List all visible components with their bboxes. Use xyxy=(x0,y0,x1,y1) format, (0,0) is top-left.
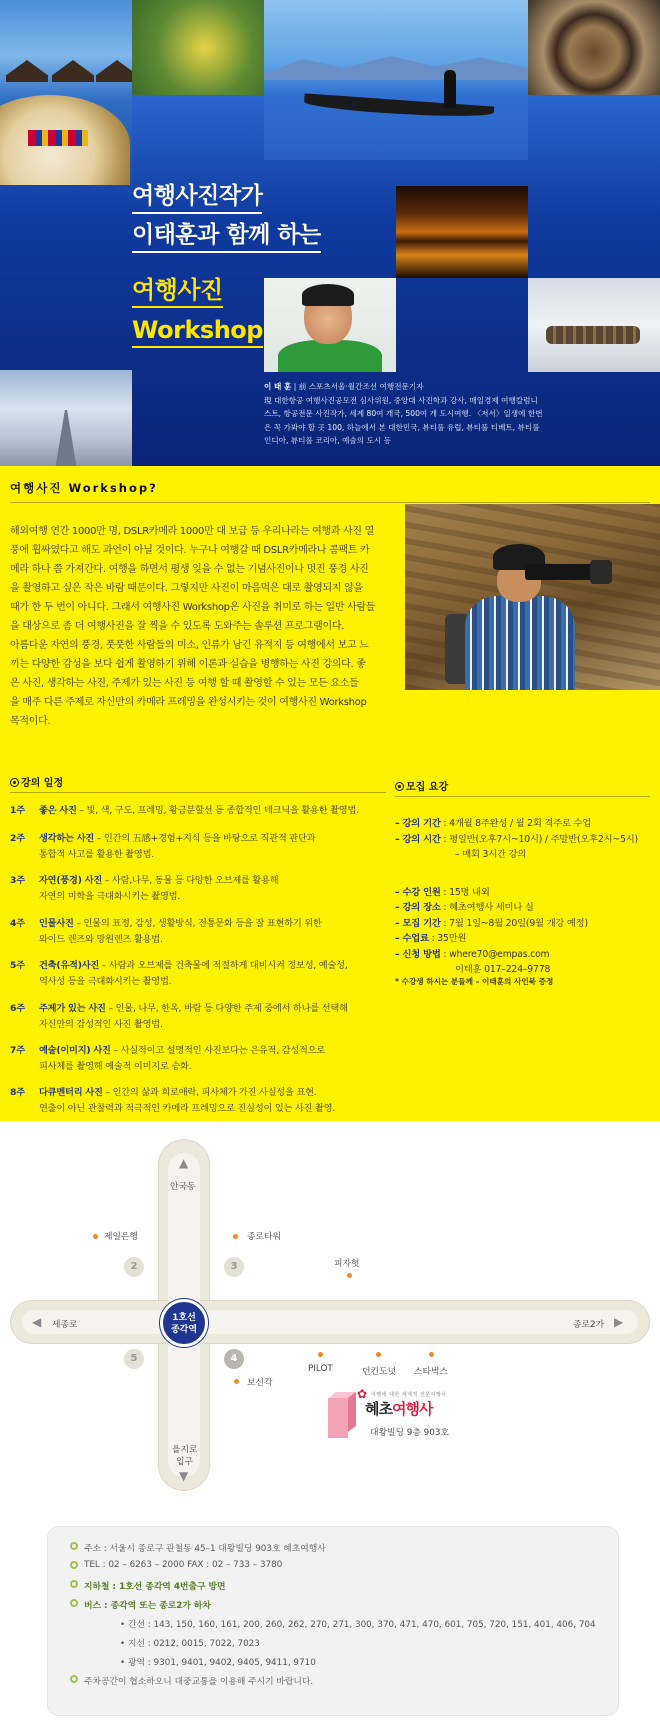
week-desc: 와이드 렌즈와 망원렌즈 활용법. xyxy=(39,933,163,945)
recruit-apply-contact: 이태훈 017–224–9778 xyxy=(455,964,551,975)
week-number: 5주 xyxy=(10,960,25,971)
photo-snow-road xyxy=(0,370,132,466)
address-box xyxy=(47,1526,619,1716)
logo-flower-icon: ✿ xyxy=(357,1387,368,1401)
section-heading: 여행사진 Workshop? xyxy=(10,481,158,495)
logo-wordmark: 혜초여행사 xyxy=(365,1400,433,1418)
intro-line: 때가 한 두 번이 아니다. 그래서 여행사진 Workshop은 사진을 취미로 하는 일반 사람들 xyxy=(10,602,376,613)
poi-dot-icon xyxy=(347,1273,352,1278)
arrow-right-icon: ▶ xyxy=(614,1315,624,1329)
road-horizontal-lane xyxy=(22,1310,638,1334)
intro-line: 을 촬영하고 싶은 작은 바람 때문이다. 그렇지만 사진이 마음먹은 대로 촬영되지 않을 xyxy=(10,583,363,594)
intro-line: 끼는 다양한 감성을 보다 쉽게 촬영하기 위해 이론과 실습을 병행하는 사진 강의다. 좋 xyxy=(10,659,366,670)
building-icon xyxy=(328,1392,356,1438)
photo-instructor-portrait xyxy=(264,278,396,372)
week-topic: 자연(풍경) 사진 xyxy=(39,875,103,886)
circle-bullet-icon xyxy=(70,1561,78,1569)
label-building-address: 대왕빌딩 9층 903호 xyxy=(370,1428,449,1438)
week-desc: 피사체를 촬영해 예술적 이미지로 승화. xyxy=(39,1060,192,1072)
recruit-place: – 강의 장소 : 혜초여행사 세미나 실 xyxy=(395,902,534,913)
poi-dot-icon xyxy=(429,1352,434,1357)
subway-line: 지하철 : 1호선 종각역 4번출구 방면 xyxy=(84,1579,226,1592)
photo-sunset-river xyxy=(396,186,528,278)
week-topic: 다큐멘터리 사진 xyxy=(39,1087,103,1098)
schedule-week-8 xyxy=(10,1085,392,1116)
poi-dot-icon xyxy=(318,1352,323,1357)
jonggak-station-marker xyxy=(160,1299,208,1347)
divider xyxy=(10,502,650,503)
schedule-week-7 xyxy=(10,1043,392,1074)
week-topic: 인물사진 xyxy=(39,918,74,929)
poi-starbucks: 스타벅스 xyxy=(414,1367,448,1377)
bio-line: 스트, 항공전문 사진작가, 세계 80여 개국, 500여 개 도시여행. 〈저서〉일생에 한번 xyxy=(264,409,543,419)
recruit-period: – 강의 기간 : 4개월 8주완성 / 월 2회 격주로 수업 xyxy=(395,818,592,829)
week-topic: 건축(유적)사진 xyxy=(39,960,100,971)
hero-title-line-1: 여행사진작가 xyxy=(132,180,262,214)
week-number: 2주 xyxy=(10,833,25,844)
schedule-title xyxy=(10,774,63,789)
intro-line: 풍에 휩싸였다고 해도 과언이 아닐 것이다. 누구나 여행갈 때 DSLR카메라나 콤팩트 카 xyxy=(10,545,370,556)
station-name: 종각역 xyxy=(170,1325,198,1335)
tel-fax-line: TEL : 02 – 6263 – 2000 FAX : 02 – 733 – 3780 xyxy=(84,1560,282,1570)
poi-jeil-bank: 제일은행 xyxy=(104,1232,138,1242)
week-topic: 생각하는 사진 xyxy=(39,833,95,844)
week-desc: – 인물, 나무, 한옥, 바람 등 다양한 주제 중에서 하나를 선택해 xyxy=(108,1003,348,1014)
hero-title-line-3: 여행사진 xyxy=(132,274,223,308)
label-west-sejongno: 세종로 xyxy=(52,1320,78,1330)
photo-camel-herd xyxy=(528,278,660,372)
label-south-euljiro: 을지로 xyxy=(172,1445,198,1455)
week-desc: – 인간의 五感+경험+지식 등을 바탕으로 직관적 판단과 xyxy=(96,833,316,844)
recruit-enroll: – 모집 기간 : 7월 1일~8월 20일(9월 개강 예정) xyxy=(395,917,588,929)
bio-line: 現 대한항공 여행사진공모전 심사위원, 중앙대 사진학과 강사, 매일경제 여행칼럼니 xyxy=(264,395,538,405)
label-north-anguk: 안국동 xyxy=(170,1182,196,1192)
poi-dot-icon xyxy=(234,1379,239,1384)
week-number: 3주 xyxy=(10,875,25,886)
schedule-week-4 xyxy=(10,916,392,947)
intro-paragraph xyxy=(10,522,390,731)
bio-line: 인디아, 뷰티풀 코리아, 예술의 도시 등 xyxy=(264,436,391,446)
exit-2-marker: 2 xyxy=(124,1257,144,1277)
intro-line: 을 대상으로 좀 더 여행사진을 잘 찍을 수 있도록 도와주는 솔루션 프로그램이다. xyxy=(10,621,345,632)
week-desc: 통합적 사고를 활용한 촬영법. xyxy=(39,848,154,860)
intro-line: 은 사진, 생각하는 사진, 주제가 있는 사진 등 여행 할 때 촬영할 수 있는 모든 요소들 xyxy=(10,678,359,689)
week-number: 7주 xyxy=(10,1045,25,1056)
poi-pizza-hut: 피자헛 xyxy=(334,1259,360,1269)
station-line: 1호선 xyxy=(172,1313,196,1323)
intro-line: 메라 하나 쯤 가져간다. 여행을 하면서 평생 잊을 수 없는 기념사진이나 멋진 풍경 사진 xyxy=(10,564,369,575)
recruit-details xyxy=(395,816,657,978)
exit-3-marker: 3 xyxy=(224,1257,244,1277)
poi-pilot: PILOT xyxy=(308,1364,333,1374)
label-south-entrance: 입구 xyxy=(176,1457,193,1467)
exit-5-marker: 5 xyxy=(124,1349,144,1369)
instructor-bio xyxy=(264,380,652,448)
bio-line xyxy=(264,380,652,394)
week-desc: 자연의 미학을 극대화시키는 촬영법. xyxy=(39,890,181,902)
recruit-time-note: – 매회 3시간 강의 xyxy=(455,849,527,860)
schedule-week-3 xyxy=(10,873,392,904)
photo-yellow-tree xyxy=(132,0,264,95)
arrow-up-icon: ▲ xyxy=(179,1156,189,1170)
bio-name: 이 태 훈 xyxy=(264,382,292,391)
parking-note: 주차공간이 협소하오니 대중교통을 이용해 주시기 바랍니다. xyxy=(84,1674,313,1687)
schedule-week-5 xyxy=(10,958,392,989)
poi-dot-icon xyxy=(93,1234,98,1239)
recruit-title xyxy=(395,778,448,793)
intro-line: 을 매주 다른 주제로 자신만의 카메라 프레밍을 완성시키는 것이 여행사진 Workshop xyxy=(10,697,367,708)
schedule-title-text: 강의 일정 xyxy=(21,778,64,789)
poi-bosingak: 보신각 xyxy=(247,1378,273,1388)
hyecho-logo xyxy=(357,1387,447,1419)
hero-title-line-2: 이태훈과 함께 하는 xyxy=(132,219,321,253)
week-desc: 역사성 등을 극대화시키는 촬영법. xyxy=(39,975,172,987)
recruit-people: – 수강 인원 : 15명 내외 xyxy=(395,886,490,898)
label-east-jongno2ga: 종로2가 xyxy=(573,1320,605,1330)
circle-bullet-icon xyxy=(70,1675,78,1683)
week-desc: 연출이 아닌 관찰력과 적극적인 카메라 프레밍으로 진실성이 있는 사진 촬영. xyxy=(39,1102,336,1114)
arrow-down-icon: ▼ xyxy=(179,1469,189,1483)
week-desc: 자신만의 감성적인 사진 촬영법. xyxy=(39,1018,163,1030)
schedule-week-2 xyxy=(10,831,392,862)
bus-line: 버스 : 종각역 또는 종로2가 하차 xyxy=(84,1598,211,1611)
arrow-left-icon: ◀ xyxy=(32,1315,42,1329)
schedule-week-6 xyxy=(10,1001,392,1032)
target-bullet-icon xyxy=(395,782,404,791)
bus-branch-routes: • 지선 : 0212, 0015, 7022, 7023 xyxy=(120,1639,260,1649)
week-desc: – 사람과 오브제를 건축물에 적절하게 대비시켜 정보성, 예술성, xyxy=(101,960,348,971)
hero-title-line-4: Workshop xyxy=(132,314,263,348)
address-line: 주소 : 서울시 종로구 관철동 45–1 대왕빌딩 903호 혜초여행사 xyxy=(84,1541,326,1554)
intro-line: 해외여행 연간 1000만 명, DSLR카메라 1000만 대 보급 등 우리나라는 여행과 사진 열 xyxy=(10,526,375,537)
bus-main-routes: • 간선 : 143, 150, 160, 161, 200, 260, 262, 270, 271, 300, 370, 471, 470, 601, 705, 720, 151, 401, 406, 704 xyxy=(120,1620,596,1630)
week-desc: – 인간의 삶과 희로애락, 피사체가 가진 사실성을 표현. xyxy=(105,1087,317,1098)
workshop-info-section xyxy=(0,466,660,1121)
intro-line: 목적이다. xyxy=(10,716,51,727)
week-number: 4주 xyxy=(10,918,25,929)
divider xyxy=(10,792,386,793)
poi-dunkin: 던킨도넛 xyxy=(362,1367,396,1377)
target-bullet-icon xyxy=(10,778,19,787)
photo-photographer xyxy=(405,504,660,690)
week-topic: 주제가 있는 사진 xyxy=(39,1003,106,1014)
bio-separator: | xyxy=(291,382,299,391)
week-desc: – 인물의 표정, 감성, 생활방식, 전통문화 등을 잘 표현하기 위한 xyxy=(76,918,322,929)
week-number: 6주 xyxy=(10,1003,25,1014)
recruit-fee: – 수업료 : 35만원 xyxy=(395,933,467,944)
circle-bullet-icon xyxy=(70,1542,78,1550)
recruit-title-text: 모집 요강 xyxy=(406,782,449,793)
photo-round-tulou xyxy=(528,0,660,95)
poi-dot-icon xyxy=(233,1234,238,1239)
bus-wide-routes: • 광역 : 9301, 9401, 9402, 9405, 9411, 9710 xyxy=(120,1658,316,1668)
week-topic: 좋은 사진 xyxy=(39,805,77,816)
bio-line: 은 꼭 가봐야 할 곳 100, 하늘에서 본 대한민국, 뷰티풀 유럽, 뷰티풀 티베트, 뷰티풀 xyxy=(264,422,540,432)
exit-4-marker: 4 xyxy=(224,1349,244,1369)
week-number: 8주 xyxy=(10,1087,25,1098)
week-desc: – 사람,나무, 동물 등 다양한 오브제를 활용해 xyxy=(104,875,279,886)
week-topic: 예술(이미지) 사진 xyxy=(39,1045,111,1056)
recruit-apply: – 신청 방법 : where70@empas.com xyxy=(395,948,550,960)
bio-line-text: 前 스포츠서울·월간조선 여행전문기자 xyxy=(298,382,424,391)
schedule-week-1 xyxy=(10,803,392,819)
circle-bullet-icon xyxy=(70,1580,78,1588)
circle-bullet-icon xyxy=(70,1599,78,1607)
photo-lake-boat xyxy=(264,0,528,160)
week-desc: – 사실적이고 설명적인 사진보다는 은유적, 감성적으로 xyxy=(113,1045,326,1056)
poi-dot-icon xyxy=(376,1352,381,1357)
hero-banner xyxy=(0,0,660,466)
week-number: 1주 xyxy=(10,805,25,816)
intro-line: 아름다운 자연의 풍경, 풋풋한 사람들의 미소, 인류가 남긴 유적지 등 여행에서 보고 느 xyxy=(10,640,369,651)
recruit-note: * 수강생 하시는 분들께 – 이태훈의 사인북 증정 xyxy=(395,977,554,986)
logo-tagline: 여행에 대한 세계적 전문여행사 xyxy=(371,1392,447,1398)
divider xyxy=(395,796,650,797)
recruit-time: – 강의 시간 : 평일반(오후7시~10시) / 주말반(오후2시~5시) xyxy=(395,833,638,845)
photo-stupa-bungalows xyxy=(0,0,132,185)
week-desc: – 빛, 색, 구도, 프레밍, 황금분할선 등 종합적인 테크닉을 활용한 촬영법. xyxy=(79,805,359,816)
poi-jongno-tower: 종로타워 xyxy=(247,1232,281,1242)
